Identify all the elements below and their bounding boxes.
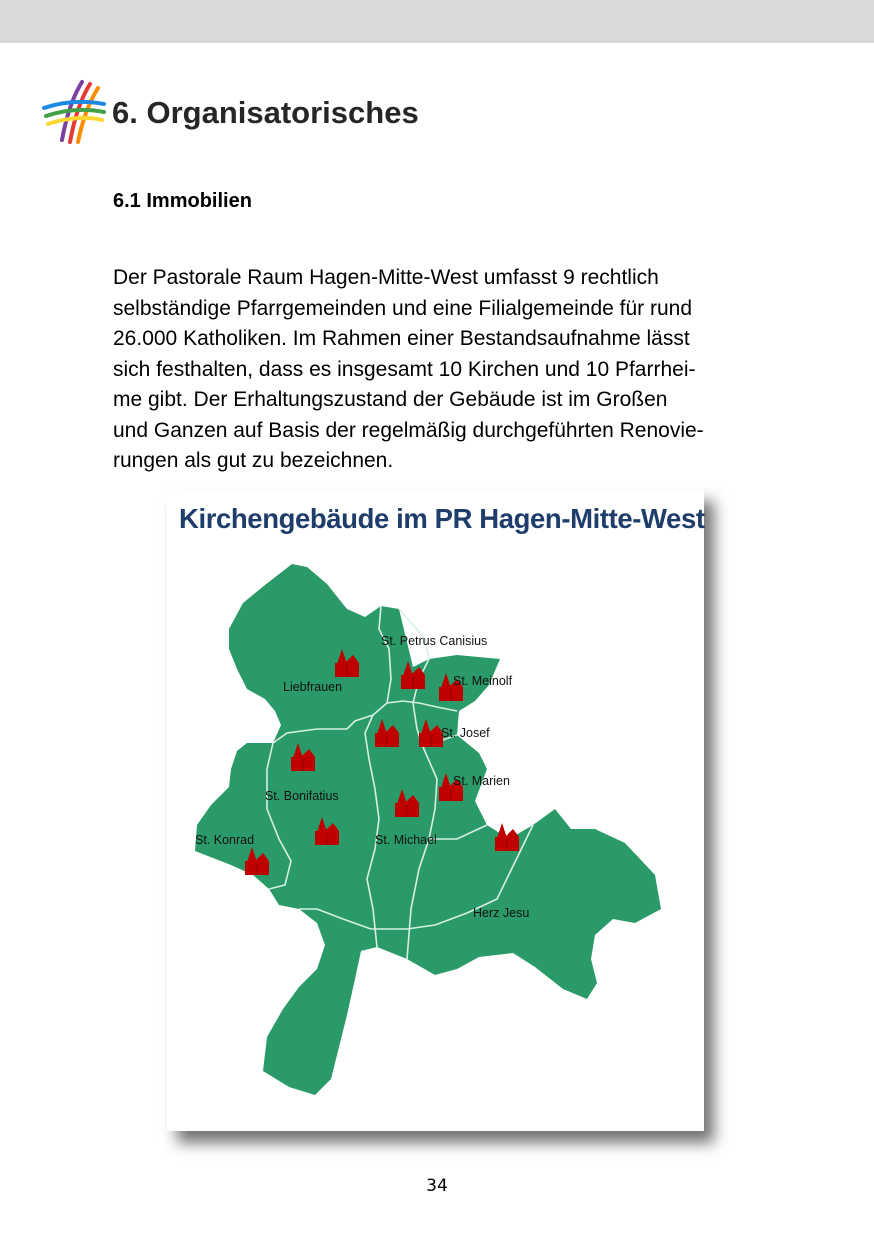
paragraph-line: Der Pastorale Raum Hagen-Mitte-West umfasst 9 rechtlich [113, 266, 659, 289]
paragraph-line: selbständige Pfarrgemeinden und eine Filialgemeinde für rund [113, 296, 693, 320]
paragraph-line: rungen als gut zu bezeichnen. [113, 449, 394, 472]
parish-label-liebfrauen: Liebfrauen [283, 680, 343, 694]
parish-label-st-michael: St. Michael [375, 833, 437, 847]
pastoral-logo-icon [42, 78, 106, 144]
church-building-icon [495, 823, 519, 851]
map-title: Kirchengebäude im PR Hagen-Mitte-West [179, 503, 705, 534]
parish-label-herz-jesu: Herz Jesu [473, 906, 530, 920]
parish-label-st-meinolf: St. Meinolf [453, 674, 513, 688]
parish-label-st-bonifatius: St. Bonifatius [265, 789, 339, 803]
paragraph-line: und Ganzen auf Basis der regelmäßig durchgeführten Renovie- [113, 418, 704, 442]
paragraph-line: me gibt. Der Erhaltungszustand der Gebäude ist im Großen [113, 388, 668, 411]
chapter-title: 6. Organisatorisches [112, 95, 419, 130]
church-map-figure [167, 489, 704, 1131]
parish-label-st-marien: St. Marien [453, 774, 510, 788]
parish-label-st-josef: St. Josef [441, 726, 490, 740]
page-number: 34 [426, 1176, 448, 1196]
paragraph-line: sich festhalten, dass es insgesamt 10 Kirchen und 10 Pfarrhei- [113, 357, 696, 381]
parish-label-st-petrus-canisius: St. Petrus Canisius [381, 634, 488, 648]
top-header-bar [0, 0, 874, 43]
section-title: 6.1 Immobilien [113, 190, 252, 212]
paragraph-line: 26.000 Katholiken. Im Rahmen einer Bestandsaufnahme lässt [113, 327, 690, 350]
parish-map [167, 489, 704, 1131]
body-paragraph [113, 263, 773, 477]
parish-label-st-konrad: St. Konrad [195, 833, 255, 847]
